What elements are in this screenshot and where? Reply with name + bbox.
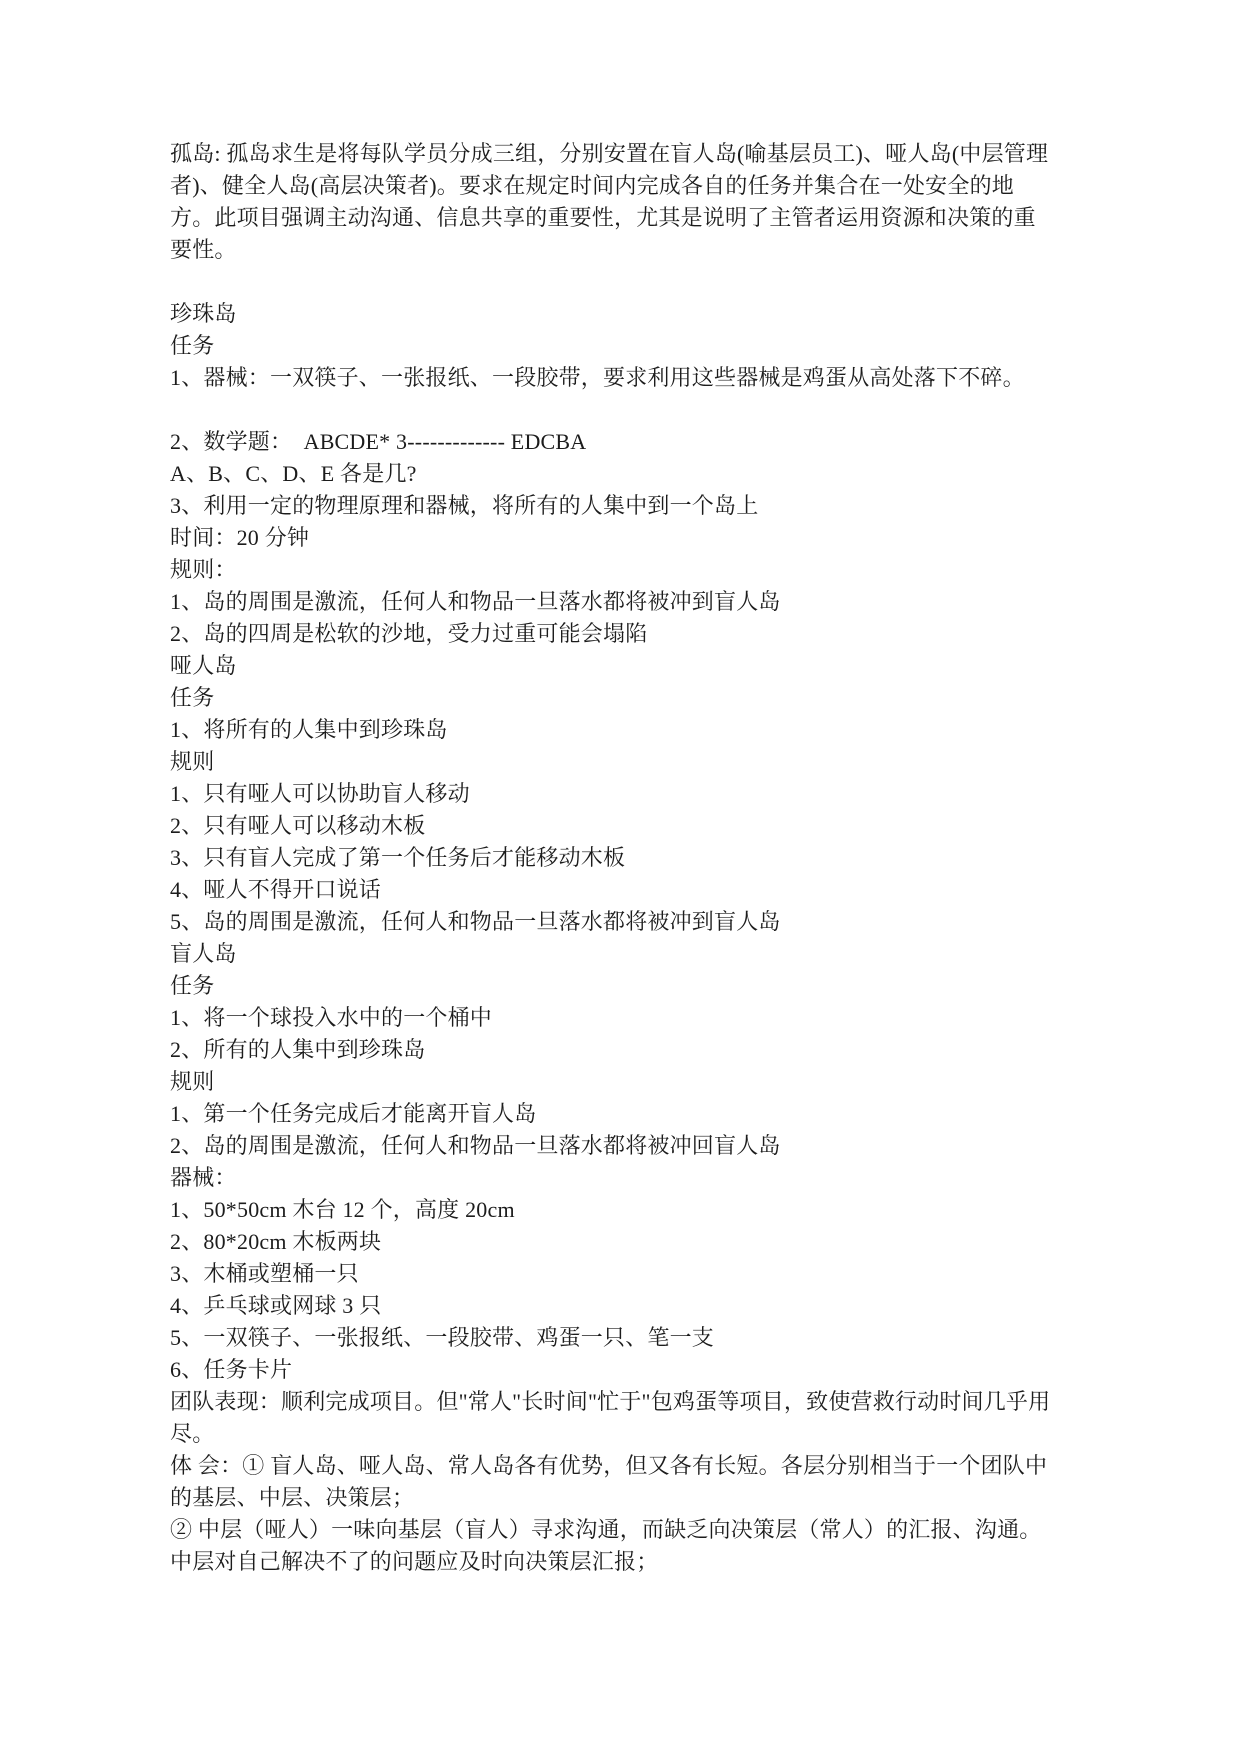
text-paragraph: 2、岛的四周是松软的沙地，受力过重可能会塌陷: [170, 621, 648, 646]
document-body: [170, 138, 1056, 1578]
document-page: [170, 138, 1056, 1578]
blank-line: [170, 266, 1056, 298]
text-paragraph: 5、岛的周围是激流，任何人和物品一旦落水都将被冲到盲人岛: [170, 909, 781, 934]
text-paragraph: 团队表现：顺利完成项目。但"常人"长时间"忙于"包鸡蛋等项目，致使营救行动时间几乎用尽。: [170, 1389, 1051, 1446]
text-paragraph: 5、一双筷子、一张报纸、一段胶带、鸡蛋一只、笔一支: [170, 1325, 715, 1350]
text-paragraph: 1、岛的周围是激流，任何人和物品一旦落水都将被冲到盲人岛: [170, 589, 781, 614]
text-paragraph: 2、数学题： ABCDE* 3------------- EDCBA: [170, 429, 587, 454]
text-paragraph: 规则: [170, 1069, 215, 1094]
text-paragraph: 1、器械：一双筷子、一张报纸、一段胶带，要求利用这些器械是鸡蛋从高处落下不碎。: [170, 365, 1025, 390]
text-paragraph: 器械：: [170, 1165, 237, 1190]
text-paragraph: 2、只有哑人可以移动木板: [170, 813, 426, 838]
text-paragraph: 2、所有的人集中到珍珠岛: [170, 1037, 426, 1062]
text-paragraph: 任务: [170, 333, 215, 358]
text-paragraph: 哑人岛: [170, 653, 237, 678]
text-paragraph: 孤岛: 孤岛求生是将每队学员分成三组，分别安置在盲人岛(喻基层员工)、哑人岛(中层管理者)、健全人岛(高层决策者)。要求在规定时间内完成各自的任务并集合在一处安全的地方。此项目强调主动沟通、信息共享的重要性，尤其是说明了主管者运用资源和决策的重要性。: [170, 141, 1049, 262]
text-paragraph: 1、将一个球投入水中的一个桶中: [170, 1005, 493, 1030]
text-paragraph: 任务: [170, 973, 215, 998]
text-paragraph: 1、将所有的人集中到珍珠岛: [170, 717, 448, 742]
text-paragraph: ② 中层（哑人）一味向基层（盲人）寻求沟通，而缺乏向决策层（常人）的汇报、沟通。中层对自己解决不了的问题应及时向决策层汇报；: [170, 1517, 1042, 1574]
blank-line: [170, 394, 1056, 426]
text-paragraph: 1、第一个任务完成后才能离开盲人岛: [170, 1101, 537, 1126]
text-paragraph: 盲人岛: [170, 941, 237, 966]
text-paragraph: 2、岛的周围是激流，任何人和物品一旦落水都将被冲回盲人岛: [170, 1133, 781, 1158]
text-paragraph: A、B、C、D、E 各是几?: [170, 461, 417, 486]
text-paragraph: 规则: [170, 749, 215, 774]
text-paragraph: 3、利用一定的物理原理和器械，将所有的人集中到一个岛上: [170, 493, 759, 518]
text-paragraph: 体 会：① 盲人岛、哑人岛、常人岛各有优势，但又各有长短。各层分别相当于一个团队中的基层、中层、决策层；: [170, 1453, 1048, 1510]
text-paragraph: 3、只有盲人完成了第一个任务后才能移动木板: [170, 845, 626, 870]
text-paragraph: 任务: [170, 685, 215, 710]
text-paragraph: 规则：: [170, 557, 237, 582]
text-paragraph: 3、木桶或塑桶一只: [170, 1261, 359, 1286]
text-paragraph: 1、只有哑人可以协助盲人移动: [170, 781, 470, 806]
text-paragraph: 珍珠岛: [170, 301, 237, 326]
text-paragraph: 4、乒乓球或网球 3 只: [170, 1293, 382, 1318]
text-paragraph: 4、哑人不得开口说话: [170, 877, 382, 902]
text-paragraph: 2、80*20cm 木板两块: [170, 1229, 382, 1254]
text-paragraph: 时间：20 分钟: [170, 525, 310, 550]
text-paragraph: 6、任务卡片: [170, 1357, 293, 1382]
text-paragraph: 1、50*50cm 木台 12 个，高度 20cm: [170, 1197, 515, 1222]
